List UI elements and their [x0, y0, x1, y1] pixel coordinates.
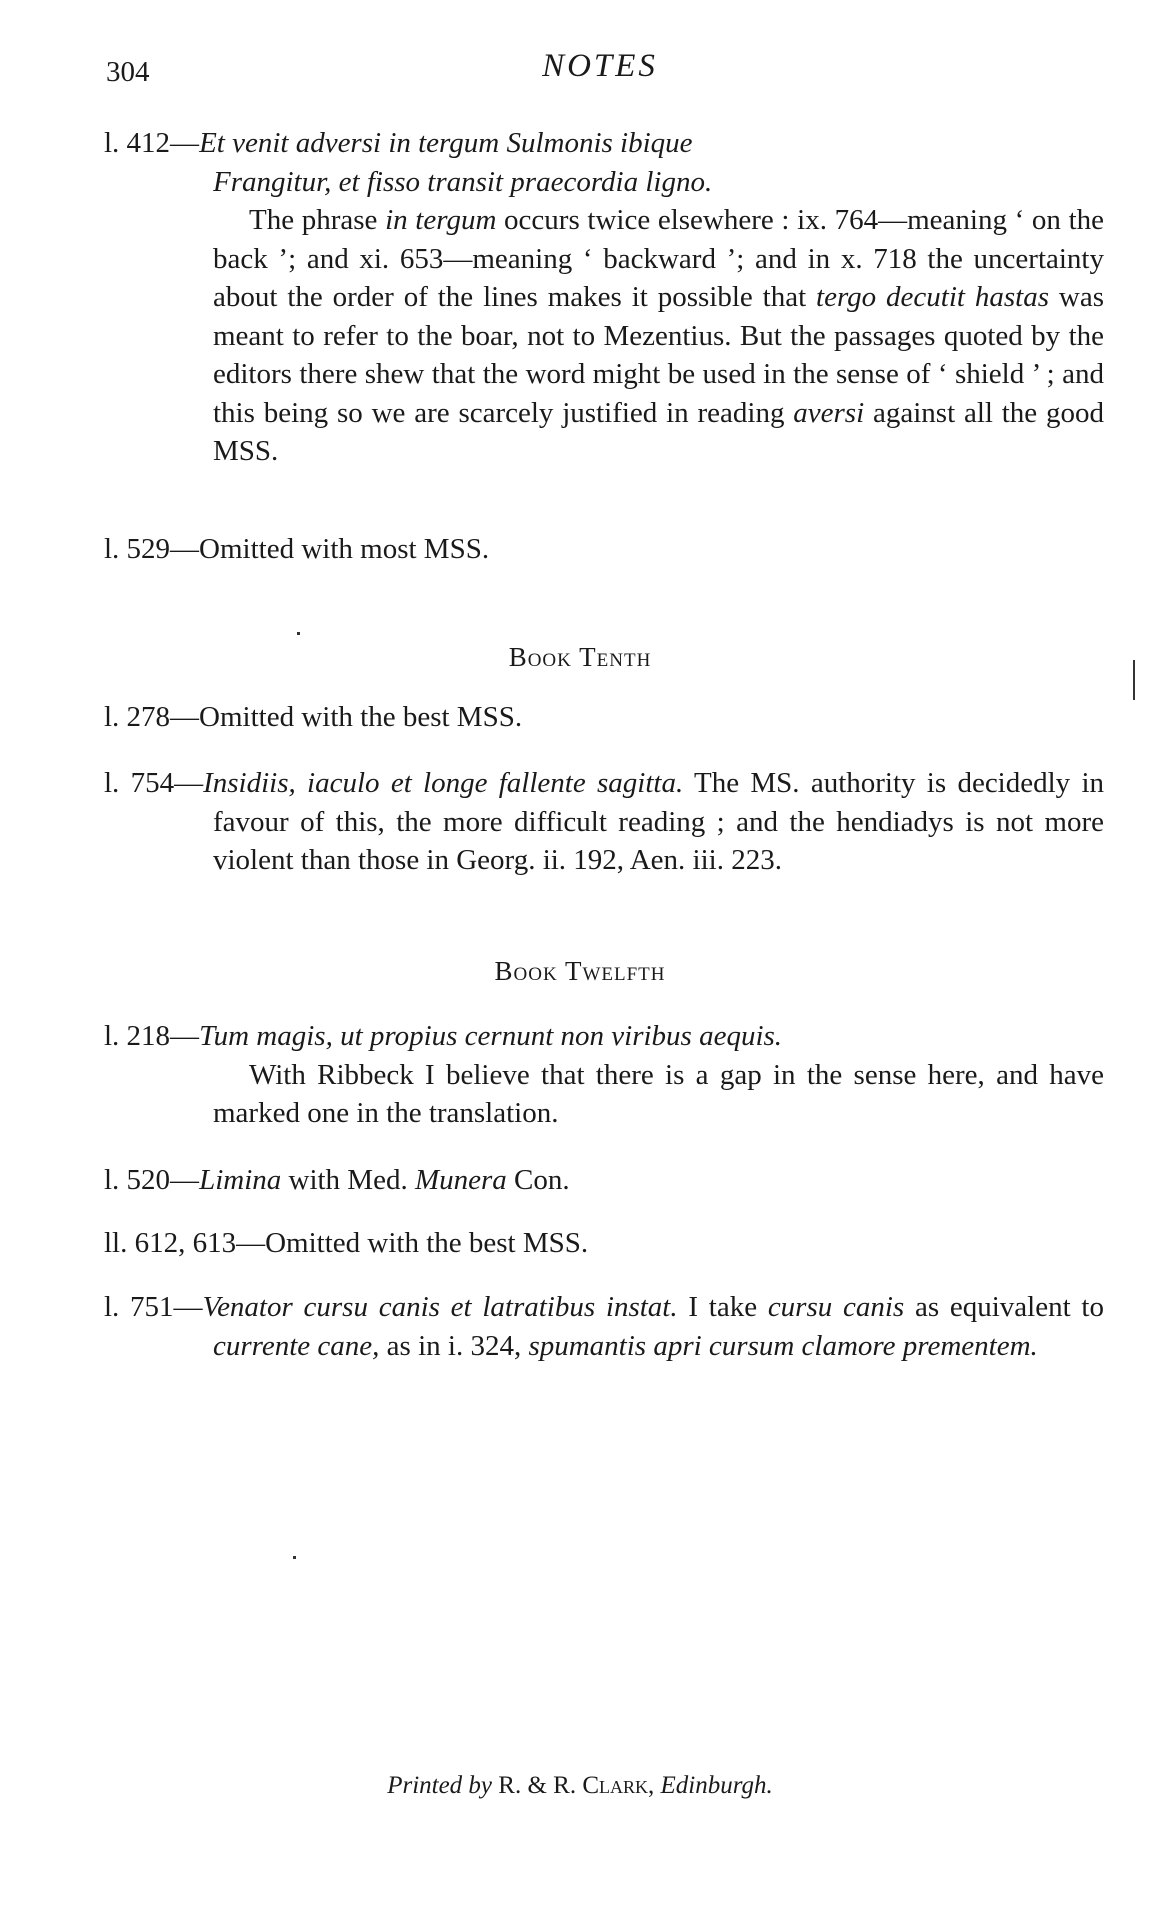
note-412-text-4: against all the good MSS.	[213, 396, 1105, 467]
note-520-ref: l. 520—	[104, 1164, 200, 1196]
running-title: NOTES	[542, 48, 658, 84]
note-412-text-1: The phrase	[249, 204, 386, 236]
note-612-613	[104, 1224, 1104, 1263]
note-612-613-text: ll. 612, 613—Omitted with the best MSS.	[104, 1227, 589, 1259]
imprint-printed-by: Printed by	[387, 1772, 493, 1799]
note-412-text-2: occurs twice elsewhere : ix. 764—meaning ‘ on the back ’; and xi. 653—meaning ‘ backward ’; and in x. 718 the uncertainty about the order of the lines makes it possible that	[213, 204, 1104, 313]
note-218-quote: Tum magis, ut propius cernunt non viribus aequis.	[199, 1020, 783, 1052]
note-751-italic-1: cursu canis	[767, 1291, 905, 1323]
note-754-ref: l. 754—	[104, 767, 204, 799]
note-412-ref: l. 412—	[104, 127, 200, 159]
note-278	[104, 698, 1104, 737]
note-520-italic-2: Munera	[414, 1164, 507, 1196]
note-412-commentary	[104, 201, 1104, 471]
note-751-italic-3: spumantis apri cursum clamore prementem.	[528, 1329, 1038, 1362]
note-751-italic-2: currente cane,	[213, 1329, 380, 1362]
imprint-printer: R. & R. Clark,	[498, 1772, 655, 1799]
note-412	[104, 124, 1104, 471]
note-218-ref: l. 218—	[104, 1020, 200, 1052]
scan-mark	[1133, 660, 1135, 700]
note-520-mid: with Med.	[281, 1164, 415, 1196]
note-412-italic-1: in tergum	[385, 204, 497, 236]
note-520	[104, 1161, 1104, 1200]
note-751-body	[104, 1288, 1104, 1365]
note-754-quote: Insidiis, iaculo et longe fallente sagitta.	[203, 767, 684, 799]
note-412-italic-3: aversi	[793, 396, 865, 429]
note-751-text-1: I take	[677, 1291, 768, 1323]
note-520-end: Con.	[506, 1164, 570, 1196]
note-278-text: l. 278—Omitted with the best MSS.	[104, 701, 523, 733]
note-218-quote-line	[104, 1017, 1104, 1056]
note-754	[104, 764, 1104, 880]
page-number: 304	[106, 56, 150, 88]
section-heading-book-tenth: Book Tenth	[508, 642, 652, 672]
imprint-place: Edinburgh.	[660, 1772, 773, 1799]
note-412-quote-line-1	[104, 124, 1104, 163]
note-412-italic-2: tergo decutit hastas	[816, 281, 1049, 313]
note-218-text: With Ribbeck I believe that there is a gap in the sense here, and have marked one in the translation.	[213, 1058, 1104, 1129]
note-751-quote: Venator cursu canis et latratibus instat.	[202, 1291, 678, 1323]
note-520-body	[104, 1161, 1104, 1200]
printer-imprint	[0, 1772, 1160, 1800]
note-412-quote-1: Et venit adversi in tergum Sulmonis ibique	[199, 127, 693, 159]
note-218	[104, 1017, 1104, 1133]
note-412-quote-2: Frangitur, et fisso transit praecordia ligno.	[213, 165, 713, 198]
scan-speck	[293, 1556, 296, 1559]
note-520-italic-1: Limina	[199, 1164, 282, 1196]
note-412-text-3: was meant to refer to the boar, not to Mezentius. But the passages quoted by the editors there shew that the word might be used in the sense of ‘ shield ’ ; and this being so we are scarcely justified in reading	[213, 281, 1104, 429]
note-754-body	[104, 764, 1104, 880]
note-754-text: The MS. authority is decidedly in favour of this, the more difficult reading ; and the hendiadys is not more violent than those in Georg. ii. 192, Aen. iii. 223.	[213, 767, 1105, 876]
note-751	[104, 1288, 1104, 1365]
note-529	[104, 530, 1104, 569]
note-529-text: l. 529—Omitted with most MSS.	[104, 533, 490, 565]
scan-speck	[297, 632, 300, 635]
note-751-ref: l. 751—	[104, 1291, 203, 1323]
note-751-text-2: as equivalent to	[904, 1291, 1104, 1323]
note-751-text-3: as in i. 324,	[379, 1329, 529, 1362]
running-head	[100, 48, 1100, 98]
section-heading-book-twelfth: Book Twelfth	[494, 956, 666, 986]
